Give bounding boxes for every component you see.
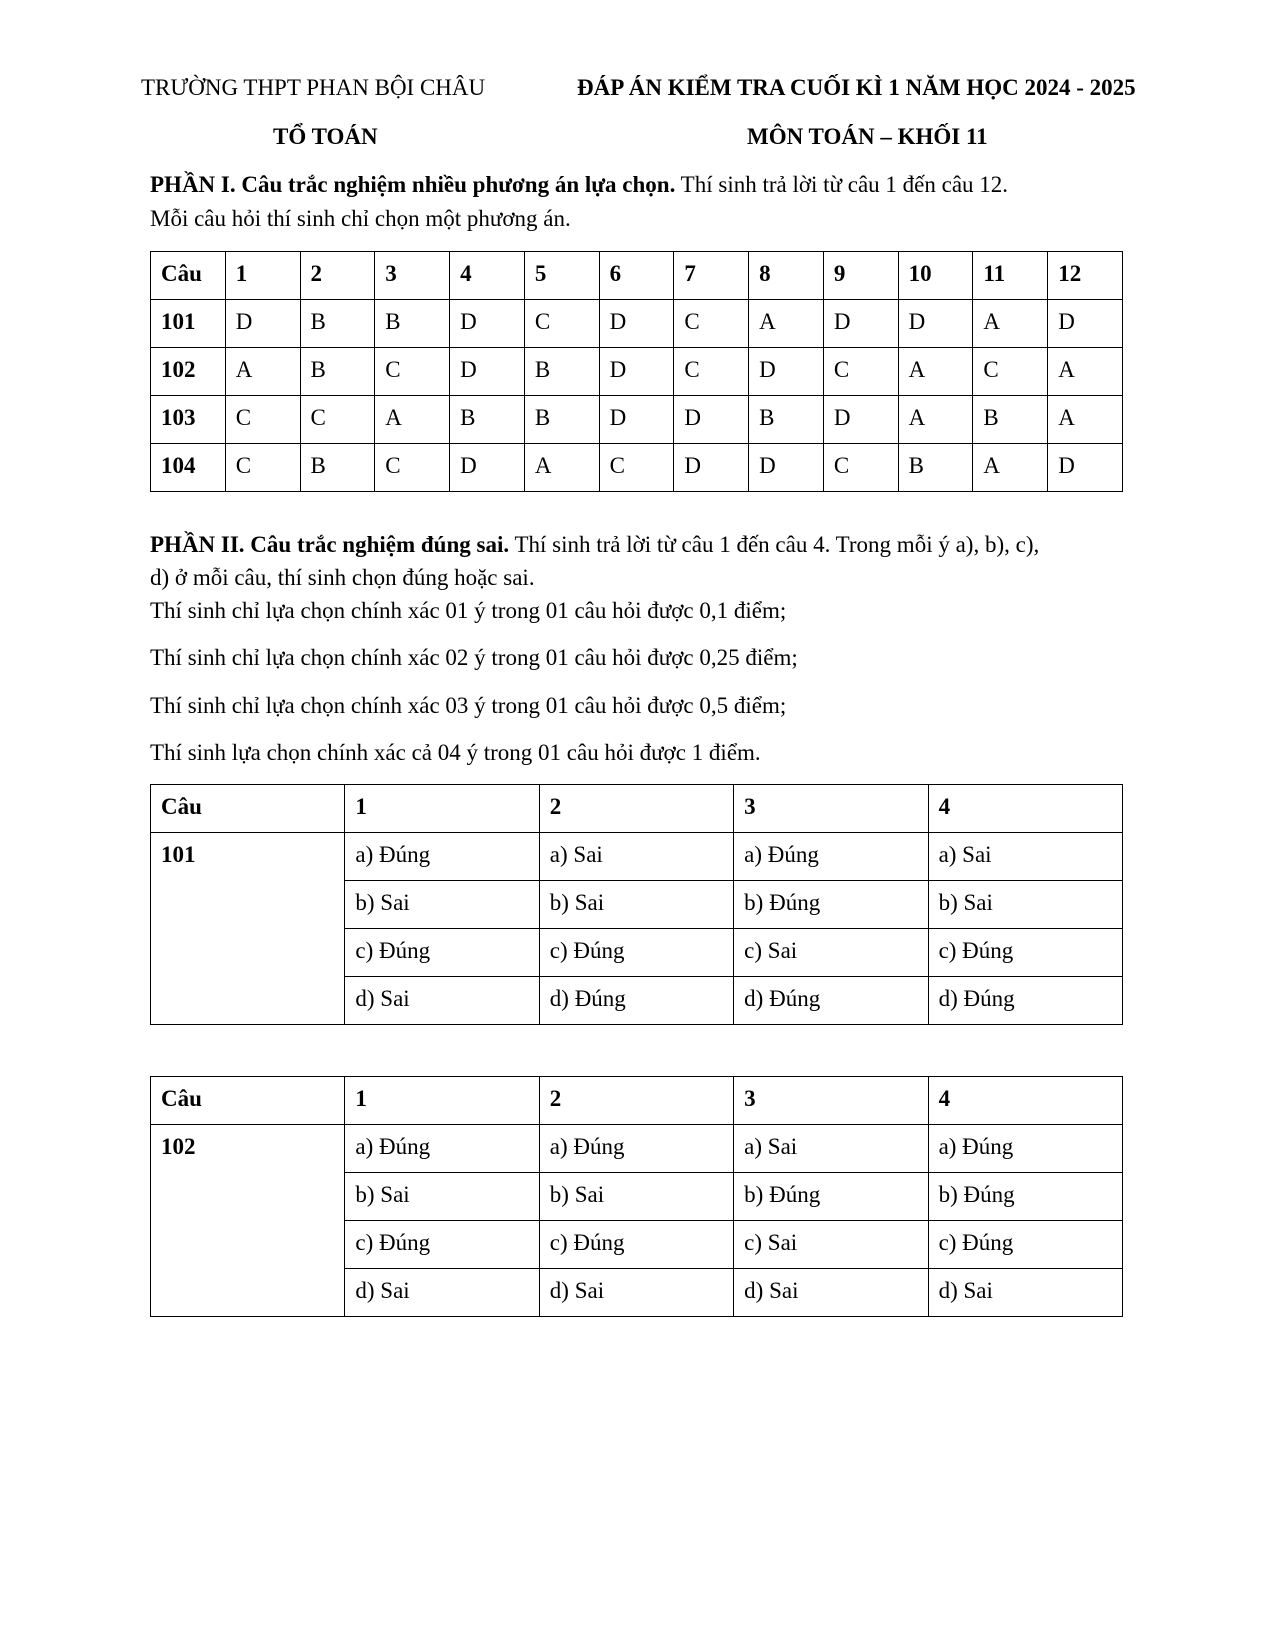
part1-note: Mỗi câu hỏi thí sinh chỉ chọn một phương án. xyxy=(150,206,571,231)
answer-cell: a) Sai xyxy=(928,833,1122,881)
table-row xyxy=(151,833,1123,881)
header-cell: 9 xyxy=(823,252,898,300)
header-cell: Câu xyxy=(151,785,345,833)
header-cell: 4 xyxy=(928,785,1122,833)
header-cell: Câu xyxy=(151,1077,345,1125)
header-cell: 2 xyxy=(300,252,375,300)
answer-cell: A xyxy=(225,348,300,396)
answer-cell: D xyxy=(674,396,749,444)
answer-cell: a) Đúng xyxy=(734,833,928,881)
answer-cell: d) Sai xyxy=(928,1269,1122,1317)
answer-cell: a) Đúng xyxy=(345,833,539,881)
part1-answer-table xyxy=(150,251,1123,492)
part2-text: Thí sinh trả lời từ câu 1 đến câu 4. Trong mỗi ý a), b), c), xyxy=(509,532,1040,557)
answer-cell: B xyxy=(898,444,973,492)
header-cell: 1 xyxy=(225,252,300,300)
answer-cell: c) Đúng xyxy=(928,929,1122,977)
answer-cell: D xyxy=(823,396,898,444)
answer-cell: a) Đúng xyxy=(345,1125,539,1173)
answer-cell: d) Đúng xyxy=(539,977,733,1025)
header-cell: 1 xyxy=(345,785,539,833)
answer-cell: A xyxy=(973,300,1048,348)
header-cell: 5 xyxy=(524,252,599,300)
answer-cell: b) Đúng xyxy=(734,1173,928,1221)
answer-cell: d) Đúng xyxy=(928,977,1122,1025)
answer-cell: A xyxy=(1048,396,1123,444)
exam-code-cell: 102 xyxy=(151,348,226,396)
answer-cell: a) Đúng xyxy=(539,1125,733,1173)
header-cell: 3 xyxy=(734,785,928,833)
answer-cell: c) Sai xyxy=(734,929,928,977)
answer-cell: C xyxy=(225,444,300,492)
exam-code-cell: 101 xyxy=(151,833,345,1025)
answer-cell: D xyxy=(450,348,525,396)
part2-answer-table-102 xyxy=(150,1076,1123,1317)
answer-cell: B xyxy=(524,348,599,396)
answer-cell: C xyxy=(300,396,375,444)
answer-cell: c) Đúng xyxy=(539,1221,733,1269)
header-cell: 4 xyxy=(928,1077,1122,1125)
answer-cell: D xyxy=(674,444,749,492)
answer-cell: d) Sai xyxy=(345,1269,539,1317)
scoring-rule-2: Thí sinh chỉ lựa chọn chính xác 02 ý trong 01 câu hỏi được 0,25 điểm; xyxy=(150,645,798,670)
answer-cell: C xyxy=(823,348,898,396)
table-row xyxy=(151,396,1123,444)
answer-cell: d) Sai xyxy=(345,977,539,1025)
answer-cell: D xyxy=(450,300,525,348)
scoring-rule-3: Thí sinh chỉ lựa chọn chính xác 03 ý trong 01 câu hỏi được 0,5 điểm; xyxy=(150,693,787,718)
answer-cell: B xyxy=(524,396,599,444)
exam-code-cell: 101 xyxy=(151,300,226,348)
table-row xyxy=(151,348,1123,396)
answer-cell: c) Đúng xyxy=(539,929,733,977)
answer-cell: c) Đúng xyxy=(345,1221,539,1269)
answer-cell: D xyxy=(823,300,898,348)
answer-cell: D xyxy=(1048,444,1123,492)
answer-cell: C xyxy=(524,300,599,348)
answer-cell: B xyxy=(300,348,375,396)
answer-cell: d) Đúng xyxy=(734,977,928,1025)
header-cell: 12 xyxy=(1048,252,1123,300)
answer-cell: C xyxy=(375,348,450,396)
answer-cell: b) Sai xyxy=(539,1173,733,1221)
answer-cell: C xyxy=(823,444,898,492)
answer-cell: b) Đúng xyxy=(928,1173,1122,1221)
answer-cell: b) Sai xyxy=(928,881,1122,929)
header-cell: 6 xyxy=(599,252,674,300)
answer-cell: a) Đúng xyxy=(928,1125,1122,1173)
answer-cell: A xyxy=(898,348,973,396)
table-header-row xyxy=(151,252,1123,300)
header-cell: 2 xyxy=(539,785,733,833)
part2-note: d) ở mỗi câu, thí sinh chọn đúng hoặc sai. xyxy=(150,565,535,590)
scoring-rule-1: Thí sinh chỉ lựa chọn chính xác 01 ý trong 01 câu hỏi được 0,1 điểm; xyxy=(150,598,787,623)
answer-cell: c) Đúng xyxy=(345,929,539,977)
header-cell: 3 xyxy=(734,1077,928,1125)
answer-cell: B xyxy=(749,396,824,444)
answer-cell: B xyxy=(450,396,525,444)
answer-cell: D xyxy=(749,348,824,396)
answer-cell: C xyxy=(599,444,674,492)
answer-cell: A xyxy=(749,300,824,348)
answer-cell: b) Sai xyxy=(345,1173,539,1221)
header-cell: 2 xyxy=(539,1077,733,1125)
answer-cell: a) Sai xyxy=(539,833,733,881)
part2-intro xyxy=(150,533,1039,556)
school-name: TRƯỜNG THPT PHAN BỘI CHÂU xyxy=(141,75,486,100)
answer-cell: D xyxy=(450,444,525,492)
answer-cell: d) Sai xyxy=(539,1269,733,1317)
answer-cell: b) Đúng xyxy=(734,881,928,929)
header-cell: 11 xyxy=(973,252,1048,300)
header-cell: 10 xyxy=(898,252,973,300)
header-cell: 1 xyxy=(345,1077,539,1125)
subject-name: MÔN TOÁN – KHỐI 11 xyxy=(747,124,988,149)
answer-cell: c) Đúng xyxy=(928,1221,1122,1269)
answer-cell: b) Sai xyxy=(345,881,539,929)
answer-cell: D xyxy=(749,444,824,492)
answer-cell: c) Sai xyxy=(734,1221,928,1269)
answer-cell: D xyxy=(599,348,674,396)
answer-cell: D xyxy=(225,300,300,348)
part2-heading: PHẦN II. Câu trắc nghiệm đúng sai. xyxy=(150,532,510,557)
exam-code-cell: 104 xyxy=(151,444,226,492)
answer-cell: C xyxy=(225,396,300,444)
answer-cell: d) Sai xyxy=(734,1269,928,1317)
header-cell: 8 xyxy=(749,252,824,300)
answer-cell: b) Sai xyxy=(539,881,733,929)
document-title: ĐÁP ÁN KIỂM TRA CUỐI KÌ 1 NĂM HỌC 2024 - 2025 xyxy=(577,75,1136,100)
part1-text: Thí sinh trả lời từ câu 1 đến câu 12. xyxy=(675,172,1009,197)
table-row xyxy=(151,1125,1123,1173)
table-header-row xyxy=(151,785,1123,833)
answer-cell: C xyxy=(674,348,749,396)
answer-cell: B xyxy=(973,396,1048,444)
header-cell: Câu xyxy=(151,252,226,300)
answer-cell: D xyxy=(599,300,674,348)
answer-cell: C xyxy=(375,444,450,492)
department-name: TỔ TOÁN xyxy=(273,124,378,149)
answer-cell: B xyxy=(300,444,375,492)
header-cell: 3 xyxy=(375,252,450,300)
part1-intro xyxy=(150,173,1008,196)
answer-cell: a) Sai xyxy=(734,1125,928,1173)
header-cell: 7 xyxy=(674,252,749,300)
answer-cell: A xyxy=(375,396,450,444)
table-row xyxy=(151,300,1123,348)
part2-answer-table-101 xyxy=(150,784,1123,1025)
answer-cell: B xyxy=(300,300,375,348)
answer-cell: A xyxy=(524,444,599,492)
answer-cell: D xyxy=(898,300,973,348)
table-header-row xyxy=(151,1077,1123,1125)
exam-code-cell: 102 xyxy=(151,1125,345,1317)
answer-cell: A xyxy=(898,396,973,444)
answer-cell: D xyxy=(1048,300,1123,348)
answer-cell: A xyxy=(1048,348,1123,396)
answer-cell: C xyxy=(674,300,749,348)
header-cell: 4 xyxy=(450,252,525,300)
table-row xyxy=(151,444,1123,492)
answer-cell: C xyxy=(973,348,1048,396)
answer-cell: B xyxy=(375,300,450,348)
answer-cell: A xyxy=(973,444,1048,492)
part1-heading: PHẦN I. Câu trắc nghiệm nhiều phương án lựa chọn. xyxy=(150,172,676,197)
answer-cell: D xyxy=(599,396,674,444)
scoring-rule-4: Thí sinh lựa chọn chính xác cả 04 ý trong 01 câu hỏi được 1 điểm. xyxy=(150,740,761,765)
exam-code-cell: 103 xyxy=(151,396,226,444)
